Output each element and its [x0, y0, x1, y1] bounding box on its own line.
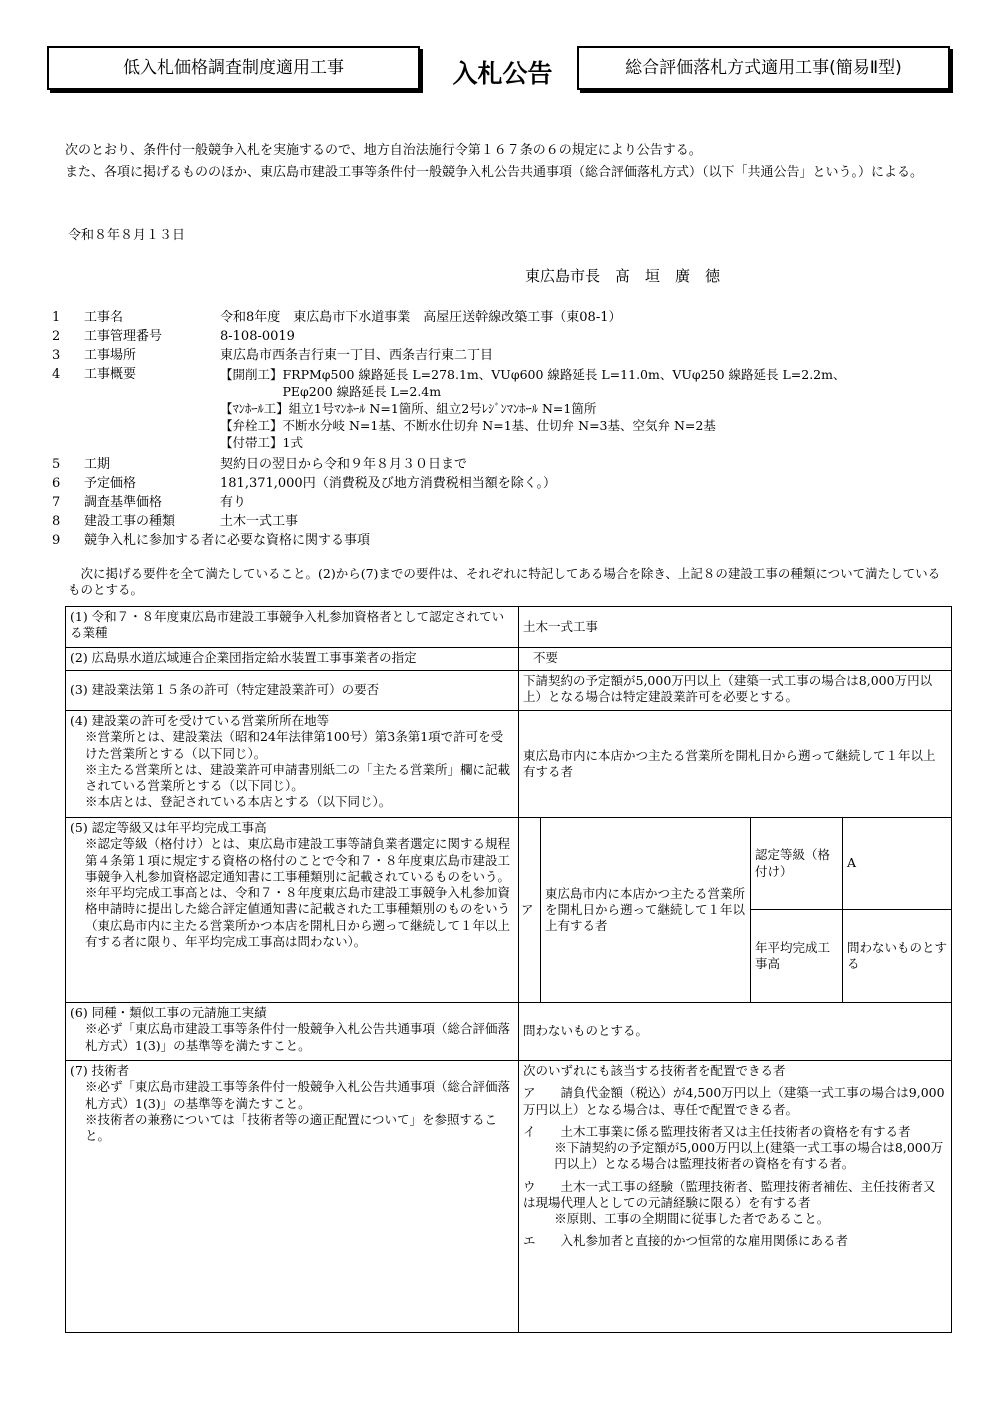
right-header-box [577, 46, 950, 90]
item-label: 工事場所 [84, 348, 137, 363]
item-1 [52, 310, 952, 329]
section-9-note: 次に掲げる要件を全て満たしていること。(2)から(7)までの要件は、それぞれに特記してある場合を除き、上記８の建設工事の種類について満たしているものとする。 [68, 566, 941, 598]
item-value: 土木一式工事 [220, 514, 299, 529]
requirement-value: 問わないものとする。 [519, 1003, 952, 1061]
requirement-title: (7) 技術者 [70, 1063, 130, 1078]
item-9 [52, 533, 952, 552]
item-7 [52, 495, 952, 514]
requirement-value: 東広島市内に本店かつ主たる営業所を開札日から遡って継続して１年以上有する者 [519, 711, 952, 818]
right-header-text: 総合評価落札方式適用工事(簡易Ⅱ型) [625, 57, 902, 78]
requirement-note: ※必ず「東広島市建設工事等条件付一般競争入札公告共通事項（総合評価落札方式）1(3)」の基準等を満たすこと。 [85, 1079, 511, 1111]
overview-line: PEφ200 線路延長 L=2.4m [220, 383, 442, 399]
requirement-value: 下請契約の予定額が5,000万円以上（建築一式工事の場合は8,000万円以上）となる場合は特定建設業許可を必要とする。 [519, 671, 952, 711]
requirement-note: ※技術者の兼務については「技術者等の適正配置について」を参照すること。 [85, 1111, 498, 1143]
overview-line: 【弁栓工】不断水分岐 N=1基、不断水仕切弁 N=1基、仕切弁 N=3基、空気弁 N=2基 [220, 417, 716, 433]
item-value: 8-108-0019 [220, 329, 295, 344]
item-label: 建設工事の種類 [84, 514, 176, 529]
left-header-box [47, 46, 420, 90]
requirement-title: (6) 同種・類似工事の元請施工実績 [70, 1005, 267, 1020]
requirement-note: ※年平均完成工事高とは、令和７・８年度東広島市建設工事競争入札参加資格申請時に提出した総合評定値通知書に記載された工事種類別のものをいう（東広島市内に主たる営業所かつ本店を開札日から遡って継続して１年以上有する者に限り、年平均完成工事高は問わない）。 [85, 885, 511, 949]
requirement-note: ※認定等級（格付け）とは、東広島市建設工事等請負業者選定に関する規程第４条第１項に規定する資格の格付のことで令和７・８年度東広島市建設工事競争入札参加資格認定通知書に工事種類別に記載されているものをいう。 [85, 836, 511, 884]
grade-label: 認定等級（格付け） [751, 818, 843, 910]
technician-item-u: ウ 土木一式工事の経験（監理技術者、監理技術者補佐、主任技術者又は現場代理人としての元請経験に限る）を有する者 [523, 1178, 936, 1210]
table-row [66, 711, 952, 818]
condition-mark: ア [519, 818, 541, 1003]
table-row [66, 671, 952, 711]
table-row [66, 607, 952, 648]
table-row [66, 1003, 952, 1061]
avg-completion-value: 問わないものとする [843, 910, 952, 1003]
technician-item-i: イ 土木工事業に係る監理技術者又は主任技術者の資格を有する者 [523, 1123, 911, 1139]
item-number: 5 [52, 457, 61, 472]
grade-value: A [843, 818, 952, 910]
requirement-note: ※営業所とは、建設業法（昭和24年法律第100号）第3条第1項で許可を受けた営業所とする（以下同じ）。 [85, 729, 504, 761]
signer: 東広島市長 髙 垣 廣 徳 [525, 267, 721, 285]
intro-line-1: 次のとおり、条件付一般競争入札を実施するので、地方自治法施行令第１６７条の６の規定により公告する。 [65, 143, 702, 158]
requirement-value: 土木一式工事 [519, 607, 952, 648]
condition-text: 東広島市内に本店かつ主たる営業所を開札日から遡って継続して１年以上有する者 [541, 818, 751, 1003]
item-number: 9 [52, 533, 61, 548]
requirement-label [66, 711, 519, 818]
technician-item-u-note: ※原則、工事の全期間に従事した者であること。 [554, 1211, 830, 1226]
item-4 [52, 367, 952, 457]
overview-line: 【ﾏﾝﾎｰﾙ工】組立1号ﾏﾝﾎｰﾙ N=1箇所、組立2号ﾚｼﾞﾝﾏﾝﾎｰﾙ N=1箇所 [220, 400, 597, 416]
requirement-label: (2) 広島県水道広域連合企業団指定給水装置工事事業者の指定 [66, 648, 519, 671]
technician-intro: 次のいずれにも該当する技術者を配置できる者 [523, 1063, 786, 1078]
item-value: 契約日の翌日から令和９年８月３０日まで [220, 457, 468, 472]
requirement-label [66, 1003, 519, 1061]
requirement-note: ※主たる営業所とは、建設業許可申請書別紙二の「主たる営業所」欄に記載されている営業所とする（以下同じ）。 [85, 761, 511, 793]
item-label: 競争入札に参加する者に必要な資格に関する事項 [84, 533, 371, 548]
item-5 [52, 457, 952, 476]
requirement-note: ※必ず「東広島市建設工事等条件付一般競争入札公告共通事項（総合評価落札方式）1(3)」の基準等を満たすこと。 [85, 1021, 511, 1053]
left-header-text: 低入札価格調査制度適用工事 [123, 57, 344, 78]
item-value: 令和8年度 東広島市下水道事業 高屋圧送幹線改築工事（東08-1） [220, 310, 622, 325]
technician-requirements [519, 1061, 952, 1333]
requirements-table [65, 606, 952, 1333]
item-number: 3 [52, 348, 61, 363]
item-label: 工事管理番号 [84, 329, 163, 344]
table-row [66, 1061, 952, 1333]
requirement-value: 不要 [519, 648, 952, 671]
requirement-title: (5) 認定等級又は年平均完成工事高 [70, 820, 267, 835]
item-value: 東広島市西条吉行東一丁目、西条吉行東二丁目 [220, 348, 494, 363]
announcement-date: 令和８年８月１３日 [68, 228, 186, 243]
item-number: 4 [52, 367, 61, 382]
item-number: 1 [52, 310, 61, 325]
item-label: 調査基準価格 [84, 495, 163, 510]
item-value: 有り [220, 495, 247, 510]
item-label: 工事名 [84, 310, 124, 325]
requirement-label: (3) 建設業法第１５条の許可（特定建設業許可）の要否 [66, 671, 519, 711]
overview-line: 【開削工】FRPMφ500 線路延長 L=278.1m、VUφ600 線路延長 L=11.0m、VUφ250 線路延長 L=2.2m、 [220, 367, 846, 382]
overview-line: 【付帯工】1式 [220, 434, 303, 450]
intro-line-2: また、各項に掲げるもののほか、東広島市建設工事等条件付一般競争入札公告共通事項（総合評価落札方式）（以下「共通公告」という。）による。 [65, 165, 924, 180]
item-label: 予定価格 [84, 476, 137, 491]
item-label: 工期 [84, 457, 111, 472]
item-number: 8 [52, 514, 61, 529]
item-number: 2 [52, 329, 61, 344]
work-overview [220, 367, 845, 451]
avg-completion-label: 年平均完成工事高 [751, 910, 843, 1003]
technician-item-a: ア 請負代金額（税込）が4,500万円以上（建築一式工事の場合は9,000万円以上）となる場合は、専任で配置できる者。 [523, 1085, 945, 1117]
item-list [52, 310, 952, 552]
item-2 [52, 329, 952, 348]
table-row [66, 648, 952, 671]
item-6 [52, 476, 952, 495]
item-value: 181,371,000円（消費税及び地方消費税相当額を除く。） [220, 476, 556, 491]
technician-item-e: エ 入札参加者と直接的かつ恒常的な雇用関係にある者 [523, 1233, 849, 1249]
requirement-label: (1) 令和７・８年度東広島市建設工事競争入札参加資格者として認定されている業種 [66, 607, 519, 648]
requirement-title: (4) 建設業の許可を受けている営業所所在地等 [70, 713, 330, 728]
requirement-label [66, 818, 519, 1003]
item-label: 工事概要 [84, 367, 137, 382]
technician-item-i-note: ※下請契約の予定額が5,000万円以上(建築一式工事の場合は8,000万円以上）となる場合は監理技術者の資格を有する者。 [554, 1140, 944, 1172]
requirement-note: ※本店とは、登記されている本店とする（以下同じ）。 [85, 794, 392, 810]
item-3 [52, 348, 952, 367]
requirement-label [66, 1061, 519, 1333]
item-8 [52, 514, 952, 533]
table-row [66, 818, 952, 910]
item-number: 6 [52, 476, 61, 491]
item-number: 7 [52, 495, 61, 510]
document-title: 入札公告 [452, 59, 553, 88]
